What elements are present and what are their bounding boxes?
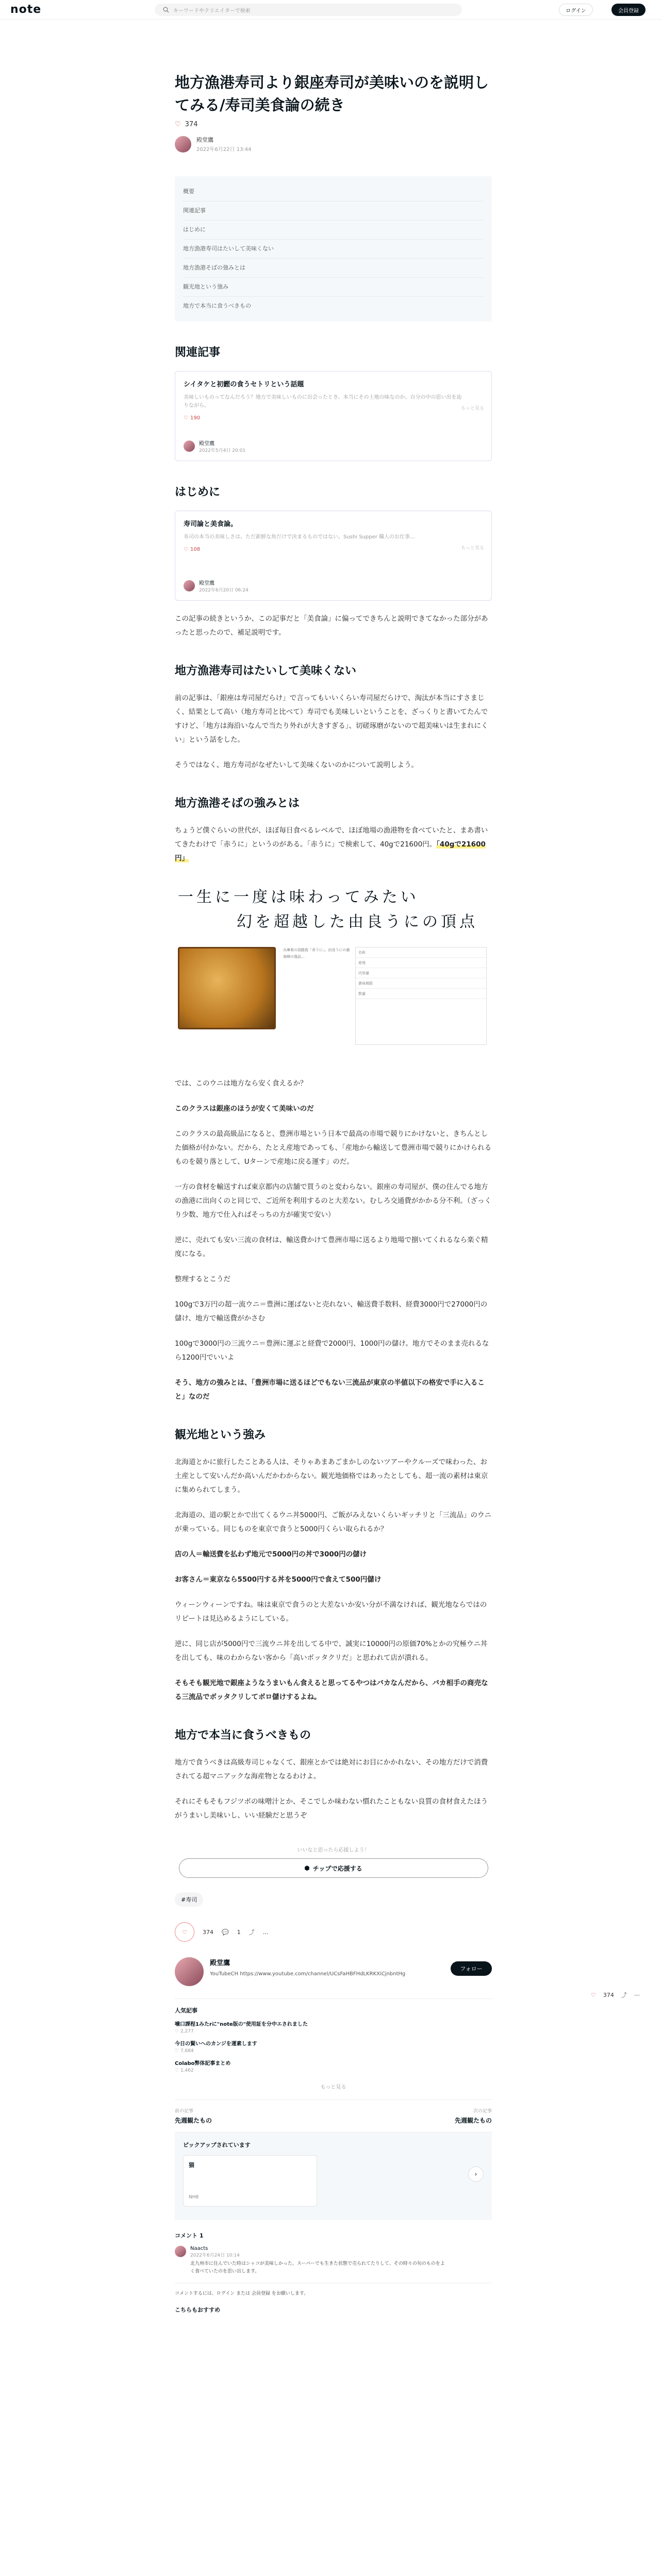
pickup-title: 猫 [189,2162,194,2168]
comment-icon[interactable]: 💬 [222,1928,229,1936]
highlight-text: 「40gで21600円」 [175,840,486,862]
toc-item[interactable]: はじめに [183,221,484,240]
paragraph: 逆に、売れても安い三流の食材は、輸送費かけて豊洲市場に送るより地場で捌いてくれるなら楽ぐ精度になる。 [175,1236,488,1258]
heading: 地方で本当に食うべきもの [175,1729,311,1742]
product-row: 賞味期限 [356,978,486,989]
popular-articles [175,1998,492,2073]
paragraph-bold: お客さん＝東京なら5500円する丼を5000円で食えて500円儲け [175,1575,382,1584]
creator-desc[interactable]: YouTubeCH https://www.youtube.com/channel/UCsFaHBFHdLKRKXiCjnbntHg [210,1971,406,1977]
paragraph-bold: そう、地方の強みとは、「豊洲市場に送るほどでもない三流品が東京の半値以下の格安で手に入ること」なのだ [175,1379,485,1401]
product-table [355,947,487,1045]
product-description: 兵庫県の淡路島「赤うに」。由良うにの最高峰の逸品… [283,948,350,959]
product-row: 数量 [356,989,486,999]
next-label: 次の記事 [473,2109,492,2114]
paragraph: 逆に、同じ店が5000円で三流ウニ丼を出してる中で、誠実に10000円の原価70%とかの究極ウニ丼を出しても、味のわからない客から「高いボッタクリだ」と思われて店が潰れる。 [175,1640,488,1662]
search-input[interactable] [155,4,462,16]
toc-item[interactable]: 観光地という強み [183,278,484,297]
card-text: 寿司の本当の美味しさは、ただ新鮮な魚だけで決まるものではない。Sushi Supper 職人のお仕事… [184,534,416,540]
author-block[interactable] [175,135,492,152]
paragraph: 一方の食材を輸送すれば東京都内の店舗で買うのと変わらない。銀座の寿司屋が、僕の住んでる地方の漁港に出向くのと同じで、ご近所を利用するのと大差ない。むしろ交通費がかかる分不利。（ざっくり少数、地方で仕入ればそっちの方が確実で安い） [175,1183,491,1219]
popular-item[interactable] [175,2039,492,2054]
popular-like-count: 2,277 [180,2029,194,2034]
paragraph-bold: 店の人＝輸送費を払わず地元で5000円の丼で3000円の儲け [175,1550,367,1558]
product-row: 産地 [356,958,486,968]
image-caption-line2: 幻を超越した由良うにの頂点 [237,913,478,931]
uni-photo [178,947,276,1029]
signup-button[interactable]: 会員登録 [611,4,646,16]
card-title: シイタケと初鰹の食うセトリという話題 [184,381,304,388]
chevron-right-icon[interactable]: › [468,2166,484,2182]
author-name[interactable]: 殿堂鷹 [196,137,213,143]
heading: 観光地という強み [175,1429,266,1442]
share-icon[interactable]: ⤴ [249,1929,255,1936]
popular-likes: ♡ 7,684 [175,2048,194,2054]
heart-icon: ♡ [182,1928,187,1936]
popular-title: 今日の賢いへのカンジを運素します [175,2041,257,2047]
article-nav [175,2099,492,2132]
search-placeholder: キーワードやクリエイターで検索 [173,8,251,14]
paragraph: 整理するとこうだ [175,1275,230,1283]
card-author [184,439,245,453]
popular-title: Colabo弊体記事まとめ [175,2061,231,2066]
heart-icon: ♡ [184,415,188,421]
paragraph-text: ちょうど僕ぐらいの世代が、ほぼ毎日食べるレベルで、ほぼ地場の漁港物を食べていたと、まあ書いてきたわけで「赤うに」というのがある。「赤うに」で検索して、40gで21600円。 [175,826,488,849]
card-text: 美味しいものってなんだろう？地方で美味しいものに出会ったとき、本当にその土地の味なのか。自分の中の思い出を辿りながら。 [184,395,462,409]
card-likes [184,547,483,552]
card-author-name: 殿堂鷹 [199,581,214,586]
like-count: 374 [203,1928,213,1936]
heart-icon[interactable]: ♡ [175,121,181,128]
popular-heading: 人気記事 [175,2007,197,2014]
uni-product-image [175,879,492,1065]
card-more: もっと見る [460,546,484,551]
pickup-card[interactable] [183,2155,317,2207]
popular-like-count: 7,684 [180,2048,194,2054]
tip-button[interactable] [179,1858,488,1878]
heading: 地方漁港寿司はたいして美味くない [175,665,357,677]
article-title: 地方漁港寿司より銀座寿司が美味いのを説明してみる/寿司美食論の続き [175,74,489,114]
like-count: 374 [185,121,198,128]
heart-icon: ♡ [184,547,188,552]
support-prompt: いいなと思ったら応援しよう！ [297,1848,370,1853]
tip-label: チップで応援する [312,1865,362,1872]
more-link[interactable]: もっと見る [320,2084,346,2090]
paragraph-bold: そもそも観光地で銀座ようなうまいもん食えると思ってるやつはバカなんだから、バカ相手の商売なる三流品でボッタクリしてボロ儲けするよね。 [175,1679,488,1701]
card-date: 2022年6月20日 06:24 [199,588,249,593]
comment-author[interactable]: Naacts [190,2246,208,2251]
paragraph: 北海道とかに旅行したことある人は、そりゃあまあごまかしのないツアーやクルーズで味わった、お土産として安いんだか高いんだかわからない。観光地価格ではあったとしても、超一流の素材は東京に集められてしまう。 [175,1458,488,1494]
paragraph: 北海道の、道の駅とかで出てくるウニ丼5000円、ご飯がみえないくらいギッチリと「三流品」のウニが乗っている。同じものを東京で食うと5000円くらい取られるか？ [175,1511,492,1533]
prev-title: 先週観たもの [175,2117,212,2124]
avatar[interactable] [175,136,191,152]
card-likes [184,415,483,421]
popular-like-count: 1,462 [180,2068,194,2073]
avatar[interactable] [175,1957,204,1986]
comment-date: 2022年6月24日 10:14 [190,2253,240,2258]
comment-section [175,2231,492,2314]
pickup-heading: ピックアップされています [183,2142,251,2148]
hashtag[interactable]: #寿司 [175,1892,203,1907]
toc-item[interactable]: 地方漁港そばの強みとは [183,259,484,278]
product-row: 内容量 [356,968,486,978]
pickup-section [175,2132,492,2220]
card-like-count: 108 [190,547,201,552]
login-button[interactable]: ログイン [559,4,593,16]
table-of-contents [175,176,492,321]
creator-name[interactable]: 殿堂鷹 [210,1959,230,1967]
heading: 地方漁港そばの強みとは [175,797,300,810]
popular-likes: ♡ 2,277 [175,2029,194,2034]
paragraph [175,824,492,866]
like-button[interactable] [175,1922,194,1942]
prev-article[interactable] [175,2107,212,2125]
toc-item[interactable]: 関連記事 [183,201,484,221]
search-icon [163,7,169,13]
toc-item[interactable]: 地方で本当に食うべきもの [183,302,251,309]
paragraph: そうではなく、地方寿司がなぜたいして美味くないのかについて説明しよう。 [175,761,418,769]
paragraph: ウィーンウィーンですね。味は東京で食うのと大差ないか安い分が不満なければ、観光地ならではのリピートは見込めるようにしている。 [175,1601,487,1623]
paragraph: それにそもそもフジツボの味噌汁とか、そこでしか味わない慣れたこともない良質の食材食えたほうがうまいし美味いし、いい経験だと思うぞ [175,1798,488,1820]
popular-item[interactable] [175,2020,492,2034]
floating-action-bar [591,1991,640,1999]
toc-item[interactable]: 概要 [183,182,484,201]
pickup-sub: NH8 [189,2195,199,2200]
paragraph: では、このウニは地方なら安く食えるか？ [175,1079,307,1088]
post-date: 2022年6月22日 13:44 [196,147,252,152]
card-like-count: 190 [190,415,201,421]
card-author [184,579,249,593]
paragraph: 100gで3000円の三流ウニ＝豊洲に運ぶと経費で2000円、1000円の儲け。地方でそのまま売れるなら1200円でいいよ [175,1340,489,1362]
related-card[interactable] [175,371,492,461]
card-date: 2022年5月4日 20:01 [199,448,246,453]
prev-label: 前の記事 [175,2109,194,2114]
login-note: コメントするには、ログイン または 会員登録 をお願いします。 [175,2283,492,2296]
popular-item[interactable] [175,2059,492,2073]
paragraph: 100gで3万円の超一流ウニ＝豊洲に運ばないと売れない、輸送費手数料、経費3000円で27000円の儲け、地方で輸送費がかさむ [175,1300,488,1323]
next-article[interactable] [455,2107,492,2125]
more-icon[interactable]: … [262,1928,269,1936]
heading-intro: はじめに [175,486,221,499]
image-caption-line1: 一生に一度は味わってみたい [178,888,419,906]
comment-text: 北九州市に住んでいた時はシャコが美味しかった。スーパーでも生きた状態で売られてたりして、その時々の旬のものをよく食べていたのを思い出します。 [190,2261,445,2274]
card-author-name: 殿堂鷹 [199,441,214,447]
recommend-heading: こちらもおすすめ [175,2307,221,2313]
paragraph: このクラスの最高級品になると、豊洲市場という日本で最高の市場で競りにかけないと、きちんとした価格が付かない。だから、たとえ産地であっても、「産地から輸送して豊洲市場で競りにかけられるものを競り落として、Uターンで産地に戻る運す」のだ。 [175,1130,492,1166]
side-like-count: 374 [603,1991,614,1998]
article [175,71,492,2314]
note-logo[interactable]: note [10,3,42,16]
creator-profile [175,1957,492,1986]
heading-related: 関連記事 [175,346,221,359]
popular-likes: ♡ 1,462 [175,2068,194,2073]
card-title: 寿司論と美食論。 [184,520,238,528]
product-row: 名称 [356,947,486,958]
paragraph: 地方で食うべきは高級寿司じゃなくて、銀座とかでは絶対にお目にかかれない、その地方だけで消費されてる超マニアックな海産物となるわけよ。 [175,1758,488,1781]
paragraph: 前の記事は、「銀座は寿司屋だらけ」で言ってもいいくらい寿司屋だらけで、淘汰が本当にすさまじく、結果として高い（地方寿司と比べて）寿司でも美味しいということを、ざっくりと書いてたんですけど、「地方は海沿いなんで当たり外れが大きすぎる」、切磋琢磨がないので超美味いは生まれにくい」という話をした。 [175,694,488,744]
next-title: 先週観たもの [454,2117,492,2124]
card-more: もっと見る [460,406,484,411]
toc-item[interactable]: 地方漁港寿司はたいして美味くない [183,240,484,259]
avatar [184,440,195,452]
more-icon[interactable]: ⋯ [634,1991,640,1998]
tip-icon: ⬢ [304,1865,310,1872]
site-header [0,0,662,20]
paragraph-bold: このクラスは銀座のほうが安くて美味いのだ [175,1105,314,1113]
like-row [175,121,492,128]
avatar [184,580,195,591]
comment-heading: コメント 1 [175,2232,204,2239]
paragraph: この記事の続きというか、この記事だと「美食論」に偏ってできちんと説明できてなかった部分があったと思ったので、補足説明です。 [175,615,488,637]
share-icon[interactable]: ⤴ [621,1992,627,1998]
follow-button[interactable]: フォロー [451,1961,492,1976]
action-bar [175,1922,492,1942]
avatar[interactable] [175,2246,186,2257]
heart-icon[interactable]: ♡ [591,1991,596,1998]
popular-title: 噛口課程1みたrに"note版の"使用証を分中エされました [175,2022,308,2027]
comment-count: 1 [237,1928,241,1936]
related-card[interactable] [175,511,492,601]
comment [175,2246,492,2276]
